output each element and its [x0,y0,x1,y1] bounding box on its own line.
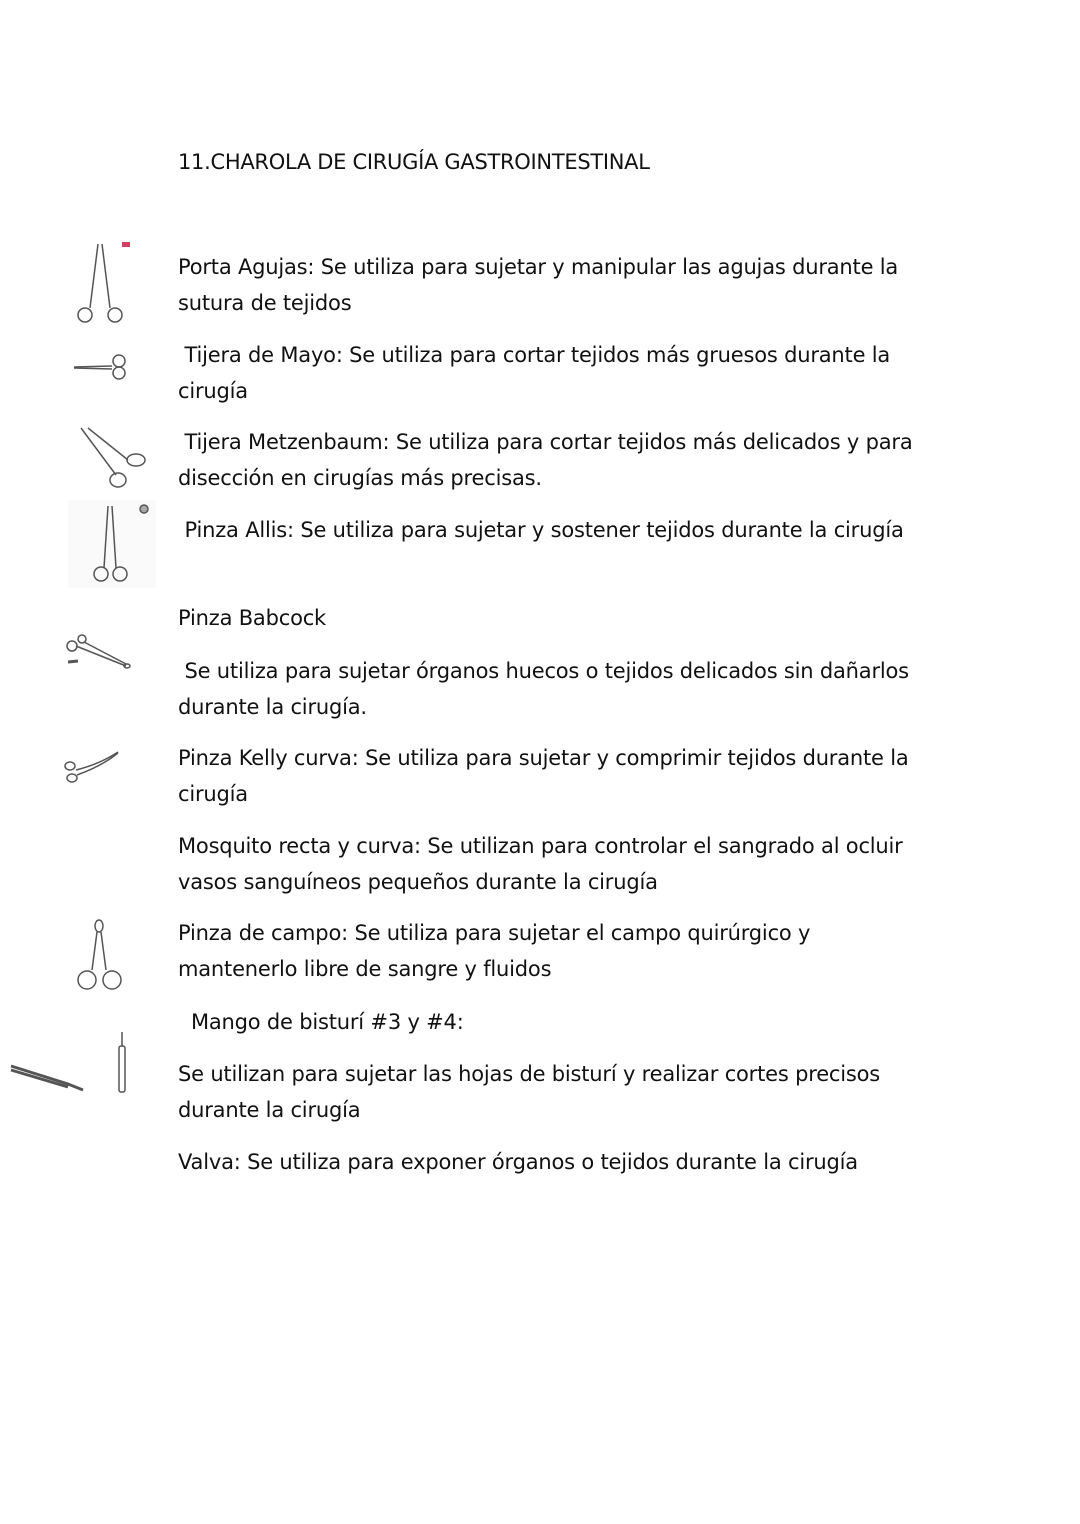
item-tijera-metzenbaum: Tijera Metzenbaum: Se utiliza para cortar tejidos más delicados y para disección en cirugías más precisas. [178,430,920,490]
page-title: 11.CHAROLA DE CIRUGÍA GASTROINTESTINAL [178,150,650,174]
scalpel-handle-icon [8,1030,133,1100]
item-pinza-babcock: Pinza Babcock [178,606,327,630]
item-pinza-campo: Pinza de campo: Se utiliza para sujetar el campo quirúrgico y mantenerlo libre de sangre y fluidos [178,921,811,981]
item-pinza-kelly: Pinza Kelly curva: Se utiliza para sujetar y comprimir tejidos durante la cirugía [178,746,909,806]
item-mango-bisturi: Mango de bisturí #3 y #4: [178,1010,464,1034]
item-pinza-allis: Pinza Allis: Se utiliza para sujetar y sostener tejidos durante la cirugía [178,518,904,542]
item-mango-description: Se utilizan para sujetar las hojas de bisturí y realizar cortes precisos durante la cirugía [178,1062,881,1122]
kelly-forceps-icon [60,748,125,793]
item-porta-agujas: Porta Agujas: Se utiliza para sujetar y manipular las agujas durante la sutura de tejidos [178,255,899,315]
item-valva: Valva: Se utiliza para exponer órganos o tejidos durante la cirugía [178,1150,858,1174]
item-tijera-mayo: Tijera de Mayo: Se utiliza para cortar tejidos más gruesos durante la cirugía [178,343,897,403]
item-mosquito: Mosquito recta y curva: Se utilizan para controlar el sangrado al ocluir vasos sanguíneos pequeños durante la cirugía [178,834,903,894]
towel-clamp-icon [72,918,127,993]
needle-holder-icon [70,240,130,325]
allis-forceps-icon [68,500,158,590]
mayo-scissors-icon [72,352,132,382]
babcock-forceps-icon [60,634,135,674]
metzenbaum-scissors-icon [78,425,148,490]
item-babcock-description: Se utiliza para sujetar órganos huecos o tejidos delicados sin dañarlos durante la cirugía. [178,659,916,719]
